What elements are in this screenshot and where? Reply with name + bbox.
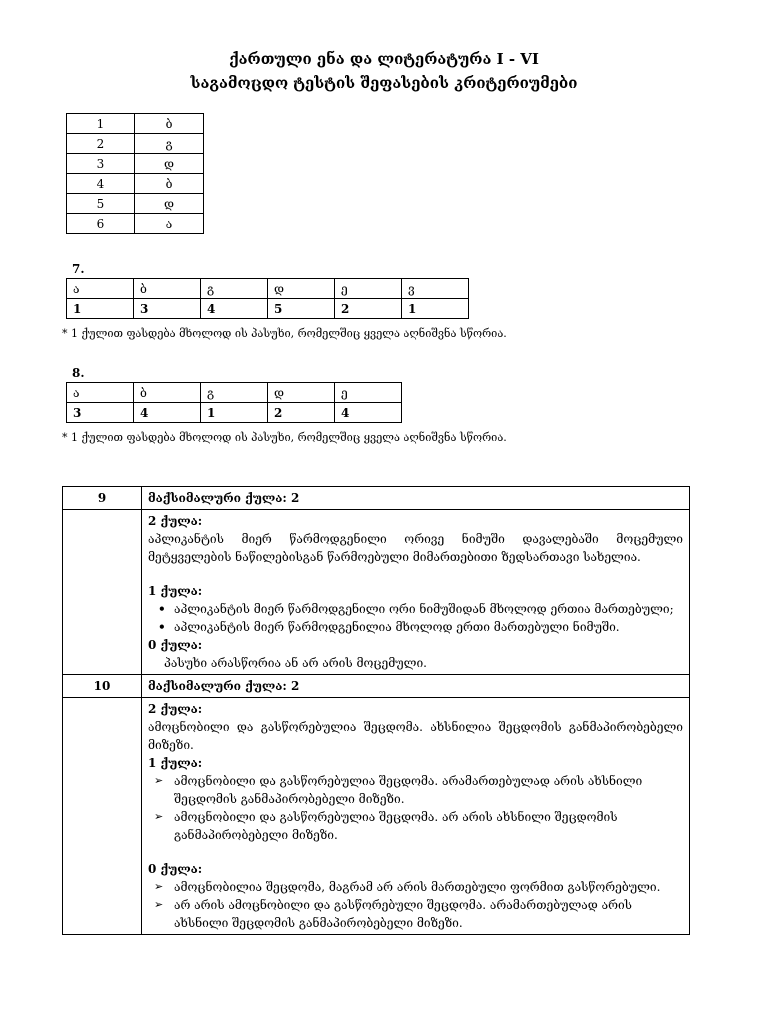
answer-letter: ა [135, 214, 204, 234]
table-row [63, 675, 690, 698]
question-number: 1 [67, 114, 135, 134]
question-number: 4 [67, 174, 135, 194]
q7-header-cell: ვ [402, 279, 469, 299]
q10-number: 10 [63, 675, 142, 698]
q9-0pt-text: პასუხი არასწორია ან არ არის მოცემული. [164, 656, 427, 670]
table-row [67, 214, 204, 234]
q9-max-score: მაქსიმალური ქულა: 2 [142, 487, 690, 510]
q9-0pt-label: 0 ქულა: [148, 638, 203, 652]
table-row [63, 487, 690, 510]
q7-value-cell: 1 [402, 299, 469, 319]
table-row [67, 174, 204, 194]
q7-header-cell: ბ [134, 279, 201, 299]
empty-cell [63, 698, 142, 935]
table-row [67, 403, 402, 423]
q8-header-cell: ბ [134, 383, 201, 403]
list-item: ➢ ამოცნობილი და გასწორებულია შეცდომა. არამართებულად არის ახსნილი შეცდომის განმაპირობებელი მიზეზი. [174, 772, 683, 808]
q10-criteria [142, 698, 690, 935]
list-item: ➢ ამოცნობილი და გასწორებულია შეცდომა. არ არის ახსნილი შეცდომის განმაპირობებელი მიზეზი. [174, 808, 683, 844]
answer-letter: ბ [135, 114, 204, 134]
q10-1pt-label: 1 ქულა: [148, 756, 203, 770]
empty-cell [63, 510, 142, 675]
q10-0pt-list [148, 878, 683, 932]
q10-1pt-list [148, 772, 683, 844]
q10-2pt-text: ამოცნობილი და გასწორებულია შეცდომა. ახსნილია შეცდომის განმაპირობებელი მიზეზი. [148, 720, 683, 752]
table-row [63, 698, 690, 935]
scoring-rubric-table [62, 486, 690, 935]
list-item: ➢ არ არის ამოცნობილი და გასწორებული შეცდომა. არამართებულად არის ახსნილი შეცდომის განმაპირობებელი მიზეზი. [174, 896, 683, 932]
question-number: 3 [67, 154, 135, 174]
q7-value-cell: 2 [335, 299, 402, 319]
q8-header-cell: ა [67, 383, 134, 403]
answer-letter: ბ [135, 174, 204, 194]
table-row [67, 279, 469, 299]
q7-value-cell: 5 [268, 299, 335, 319]
question-number: 6 [67, 214, 135, 234]
q8-value-cell: 4 [134, 403, 201, 423]
q9-2pt-text: აპლიკანტის მიერ წარმოდგენილი ორივე ნიმუში დავალებაში მოცემული მეტყველების ნაწილებისგან წარმოებული მიმართებითი ზედსართავი სახელია. [148, 532, 683, 564]
table-row [67, 114, 204, 134]
table-row [67, 194, 204, 214]
answer-letter: დ [135, 194, 204, 214]
table-row [63, 510, 690, 675]
question-number: 2 [67, 134, 135, 154]
q8-value-cell: 4 [335, 403, 402, 423]
table-row [67, 383, 402, 403]
q10-max-score: მაქსიმალური ქულა: 2 [142, 675, 690, 698]
q7-value-cell: 3 [134, 299, 201, 319]
table-row [67, 134, 204, 154]
q7-header-cell: დ [268, 279, 335, 299]
q7-label: 7. [72, 262, 85, 276]
table-row [67, 154, 204, 174]
table-row [67, 299, 469, 319]
q7-value-cell: 1 [67, 299, 134, 319]
answer-letter: დ [135, 154, 204, 174]
q9-criteria [142, 510, 690, 675]
q10-2pt-label: 2 ქულა: [148, 702, 203, 716]
q8-value-cell: 1 [201, 403, 268, 423]
list-item: • აპლიკანტის მიერ წარმოდგენილია მხოლოდ ერთი მართებული ნიმუში. [174, 618, 683, 636]
list-item: ➢ ამოცნობილია შეცდომა, მაგრამ არ არის მართებული ფორმით გასწორებული. [174, 878, 683, 896]
q9-1pt-label: 1 ქულა: [148, 584, 203, 598]
q7-header-cell: გ [201, 279, 268, 299]
list-item: • აპლიკანტის მიერ წარმოდგენილი ორი ნიმუშიდან მხოლოდ ერთია მართებული; [174, 600, 683, 618]
q8-matching-table [66, 382, 402, 423]
document-subtitle: საგამოცდო ტესტის შეფასების კრიტერიუმები [190, 74, 578, 92]
q9-number: 9 [63, 487, 142, 510]
q7-value-cell: 4 [201, 299, 268, 319]
answer-key-table [66, 113, 204, 234]
q8-header-cell: გ [201, 383, 268, 403]
answer-letter: გ [135, 134, 204, 154]
q8-value-cell: 3 [67, 403, 134, 423]
q8-label: 8. [72, 366, 85, 380]
question-number: 5 [67, 194, 135, 214]
q7-header-cell: ა [67, 279, 134, 299]
q8-header-cell: დ [268, 383, 335, 403]
q8-value-cell: 2 [268, 403, 335, 423]
q7-matching-table [66, 278, 469, 319]
q10-0pt-label: 0 ქულა: [148, 862, 203, 876]
q9-1pt-list [148, 600, 683, 636]
q7-header-cell: ე [335, 279, 402, 299]
q7-scoring-note: * 1 ქულით ფასდება მხოლოდ ის პასუხი, რომელშიც ყველა აღნიშვნა სწორია. [62, 327, 507, 340]
q8-scoring-note: * 1 ქულით ფასდება მხოლოდ ის პასუხი, რომელშიც ყველა აღნიშვნა სწორია. [62, 431, 507, 444]
document-title: ქართული ენა და ლიტერატურა I - VI [229, 50, 539, 68]
q8-header-cell: ე [335, 383, 402, 403]
q9-2pt-label: 2 ქულა: [148, 514, 203, 528]
